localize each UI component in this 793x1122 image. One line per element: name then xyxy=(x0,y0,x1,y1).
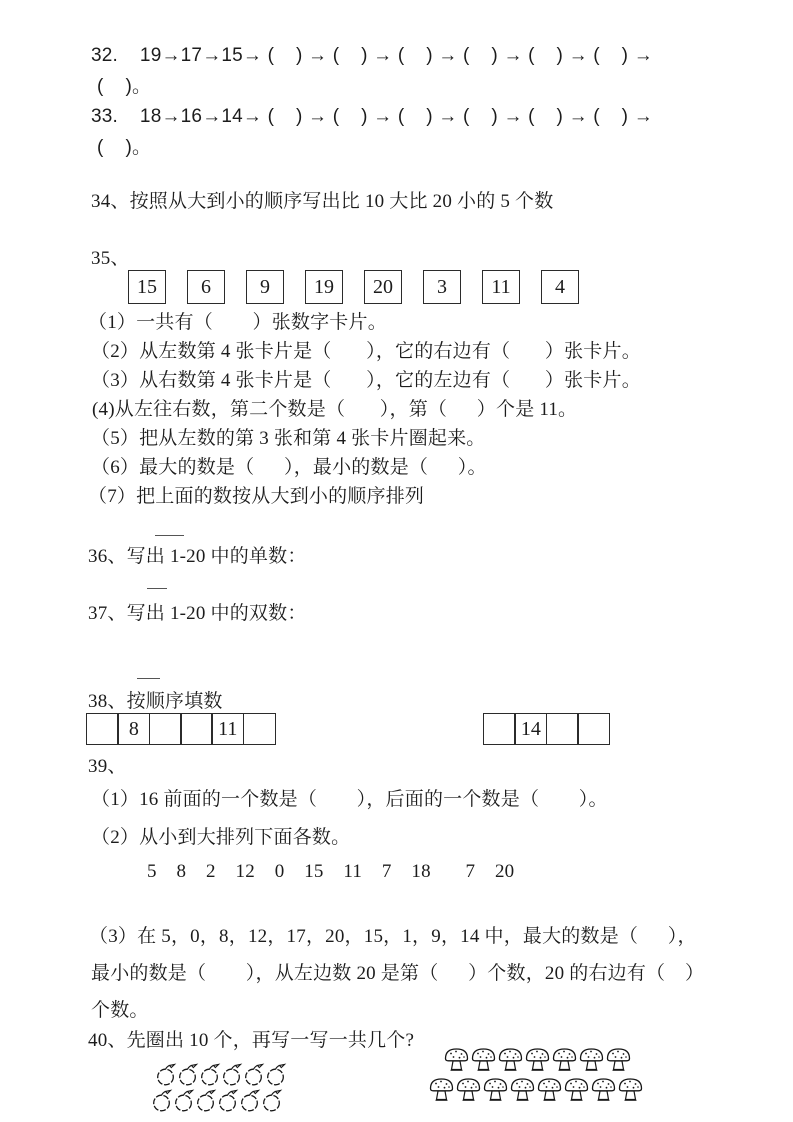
table-cell xyxy=(86,713,119,745)
q39-item-1: （1）16 前面的一个数是（ ），后面的一个数是（ ）。 xyxy=(91,789,608,810)
q38-text: 38、按顺序填数 xyxy=(88,691,223,712)
apple-icon xyxy=(243,1063,265,1086)
q32-line2: ( )。 xyxy=(97,76,152,97)
table-cell xyxy=(546,713,579,745)
q39-item-2: （2）从小到大排列下面各数。 xyxy=(91,827,351,848)
mushroom-row-1 xyxy=(443,1045,632,1073)
apple-icon xyxy=(173,1089,195,1112)
overline-mark xyxy=(155,535,184,536)
apple-icon xyxy=(221,1063,243,1086)
table-cell xyxy=(243,713,276,745)
q39-item-3-line1: （3）在 5，0，8，12，17，20，15，1，9，14 中，最大的数是（ ）， xyxy=(89,926,697,947)
mushroom-icon xyxy=(578,1045,605,1073)
q33-line1: 33. 18→16→14→ ( ) → ( ) → ( ) → ( ) → ( ) → ( ) → xyxy=(91,106,653,127)
q37-text: 37、写出 1-20 中的双数： xyxy=(88,603,307,624)
mushroom-icon xyxy=(497,1045,524,1073)
q35-item-2: （2）从左数第 4 张卡片是（ ），它的右边有（ ）张卡片。 xyxy=(91,341,641,362)
apple-row-2 xyxy=(151,1089,283,1112)
apple-icon xyxy=(151,1089,173,1112)
q38-fill-table-left xyxy=(86,713,276,745)
overline-mark xyxy=(137,678,160,679)
q35-item-3: （3）从右数第 4 张卡片是（ ），它的左边有（ ）张卡片。 xyxy=(91,370,641,391)
mushroom-icon xyxy=(524,1045,551,1073)
q35-item-4: (4)从左往右数，第二个数是（ ），第（ ）个是 11。 xyxy=(92,399,578,420)
overline-mark xyxy=(147,588,167,589)
table-cell: 8 xyxy=(117,713,150,745)
q35-label: 35、 xyxy=(91,248,130,269)
number-card: 9 xyxy=(246,270,284,304)
number-card: 3 xyxy=(423,270,461,304)
apple-icon xyxy=(265,1063,287,1086)
q35-number-cards xyxy=(128,270,579,304)
q40-text: 40、先圈出 10 个，再写一写一共几个? xyxy=(88,1030,415,1051)
apple-icon xyxy=(239,1089,261,1112)
q38-fill-table-right xyxy=(483,713,610,745)
table-cell xyxy=(577,713,610,745)
q35-item-1: （1）一共有（ ）张数字卡片。 xyxy=(88,312,387,333)
mushroom-icon xyxy=(509,1075,536,1103)
q33-line2: ( )。 xyxy=(97,137,152,158)
number-card: 15 xyxy=(128,270,166,304)
q35-item-6: （6）最大的数是（ ），最小的数是（ ）。 xyxy=(91,457,487,478)
apple-row-1 xyxy=(155,1063,287,1086)
q39-item-3-line3: 个数。 xyxy=(91,1000,149,1021)
apple-icon xyxy=(195,1089,217,1112)
mushroom-icon xyxy=(428,1075,455,1103)
number-card: 20 xyxy=(364,270,402,304)
number-card: 11 xyxy=(482,270,520,304)
q39-label: 39、 xyxy=(88,756,127,777)
q35-item-7: （7）把上面的数按从大到小的顺序排列 xyxy=(88,486,425,507)
number-card: 19 xyxy=(305,270,343,304)
mushroom-icon xyxy=(605,1045,632,1073)
q34-text: 34、按照从大到小的顺序写出比 10 大比 20 小的 5 个数 xyxy=(91,191,554,212)
mushroom-row-2 xyxy=(428,1075,644,1103)
mushroom-icon xyxy=(563,1075,590,1103)
apple-icon xyxy=(217,1089,239,1112)
apple-icon xyxy=(177,1063,199,1086)
mushroom-icon xyxy=(617,1075,644,1103)
q36-text: 36、写出 1-20 中的单数： xyxy=(88,546,307,567)
table-cell: 14 xyxy=(514,713,547,745)
apple-icon xyxy=(261,1089,283,1112)
table-cell: 11 xyxy=(211,713,244,745)
mushroom-icon xyxy=(455,1075,482,1103)
q32-line1: 32. 19→17→15→ ( ) → ( ) → ( ) → ( ) → ( ) → ( ) → xyxy=(91,45,653,66)
q35-item-5: （5）把从左数的第 3 张和第 4 张卡片圈起来。 xyxy=(91,428,486,449)
q39-number-list: 5 8 2 12 0 15 11 7 18 7 20 xyxy=(147,861,515,882)
q39-item-3-line2: 最小的数是（ ），从左边数 20 是第（ ）个数，20 的右边有（ ） xyxy=(91,963,705,984)
apple-icon xyxy=(199,1063,221,1086)
apple-icon xyxy=(155,1063,177,1086)
mushroom-icon xyxy=(551,1045,578,1073)
mushroom-icon xyxy=(482,1075,509,1103)
table-cell xyxy=(149,713,182,745)
number-card: 6 xyxy=(187,270,225,304)
table-cell xyxy=(483,713,516,745)
mushroom-icon xyxy=(470,1045,497,1073)
mushroom-icon xyxy=(536,1075,563,1103)
number-card: 4 xyxy=(541,270,579,304)
mushroom-icon xyxy=(590,1075,617,1103)
table-cell xyxy=(180,713,213,745)
mushroom-icon xyxy=(443,1045,470,1073)
